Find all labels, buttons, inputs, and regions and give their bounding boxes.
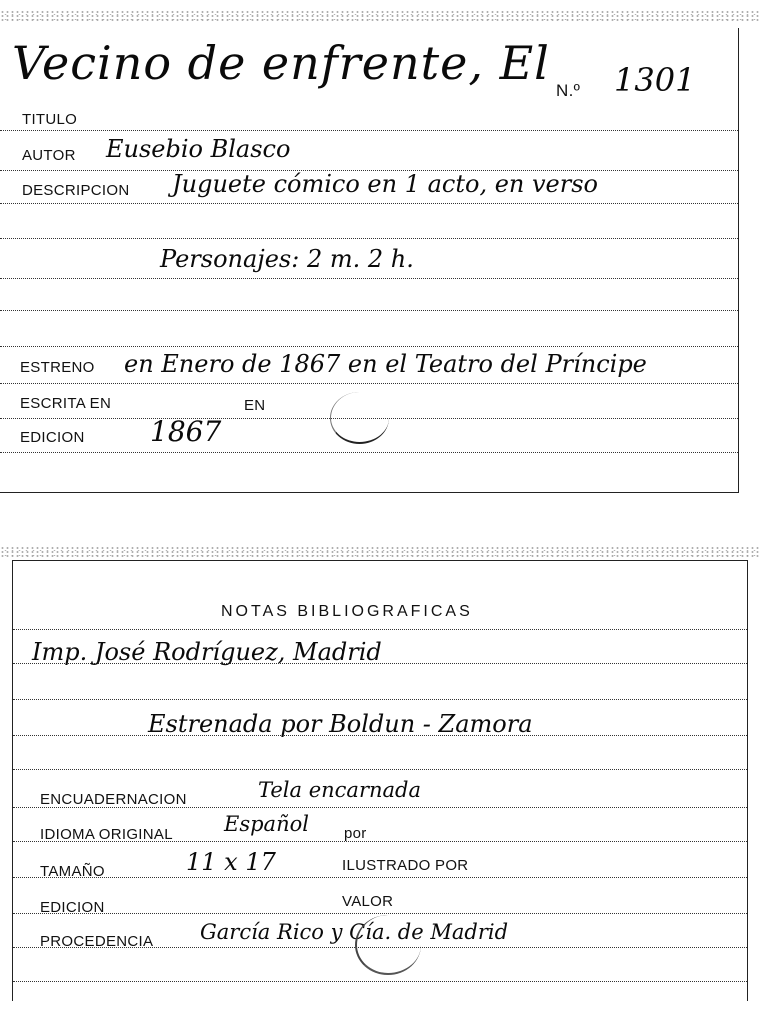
- encuadernacion-value: Tela encarnada: [258, 778, 421, 802]
- valor-label: VALOR: [342, 893, 394, 910]
- procedencia-value: García Rico y Cía. de Madrid: [200, 920, 509, 944]
- tamano-value: 11 x 17: [186, 848, 276, 876]
- ruled-line: [0, 278, 738, 279]
- en-label: EN: [244, 397, 266, 414]
- ilustrado-por-label: ILUSTRADO POR: [342, 857, 469, 874]
- ruled-line: [13, 629, 747, 630]
- note-line-1: Imp. José Rodríguez, Madrid: [32, 638, 382, 666]
- ruled-line: [0, 452, 738, 453]
- ruled-line: [13, 699, 747, 700]
- estreno-value: en Enero de 1867 en el Teatro del Príncipe: [124, 350, 647, 378]
- estreno-label: ESTRENO: [20, 359, 95, 376]
- scan-noise-middle: [0, 546, 759, 558]
- punch-hole: [330, 392, 389, 444]
- ruled-line: [0, 310, 738, 311]
- idioma-suffix: por: [344, 825, 367, 842]
- autor-value: Eusebio Blasco: [106, 135, 291, 163]
- descripcion-value: Juguete cómico en 1 acto, en verso: [172, 170, 598, 198]
- ruled-line: [0, 346, 738, 347]
- edicion-back-label: EDICION: [40, 899, 105, 916]
- ruled-line: [13, 913, 747, 914]
- procedencia-label: PROCEDENCIA: [40, 933, 154, 950]
- autor-label: AUTOR: [22, 147, 76, 164]
- ruled-line: [13, 981, 747, 982]
- edicion-label: EDICION: [20, 429, 85, 446]
- tamano-label: TAMAÑO: [40, 863, 105, 880]
- ruled-line: [0, 238, 738, 239]
- ruled-line: [0, 130, 738, 131]
- notas-header: NOTAS BIBLIOGRAFICAS: [221, 603, 473, 620]
- encuadernacion-label: ENCUADERNACION: [40, 791, 187, 808]
- idioma-original-value: Español: [224, 812, 309, 836]
- title-handwritten: Vecino de enfrente, El: [12, 36, 550, 90]
- escrita-en-label: ESCRITA EN: [20, 395, 112, 412]
- idioma-original-label: IDIOMA ORIGINAL: [40, 826, 173, 843]
- ruled-line: [0, 383, 738, 384]
- note-line-2: Estrenada por Boldun - Zamora: [148, 710, 533, 738]
- number-label: N.º: [556, 81, 581, 100]
- card-number: 1301: [614, 61, 696, 99]
- punch-hole: [355, 915, 421, 975]
- scan-noise-top: [0, 10, 759, 22]
- ruled-line: [13, 877, 747, 878]
- ruled-line: [13, 769, 747, 770]
- ruled-line: [0, 203, 738, 204]
- titulo-label: TITULO: [22, 111, 78, 128]
- personajes-value: Personajes: 2 m. 2 h.: [160, 245, 414, 273]
- descripcion-label: DESCRIPCION: [22, 182, 130, 199]
- edicion-value: 1867: [150, 415, 222, 448]
